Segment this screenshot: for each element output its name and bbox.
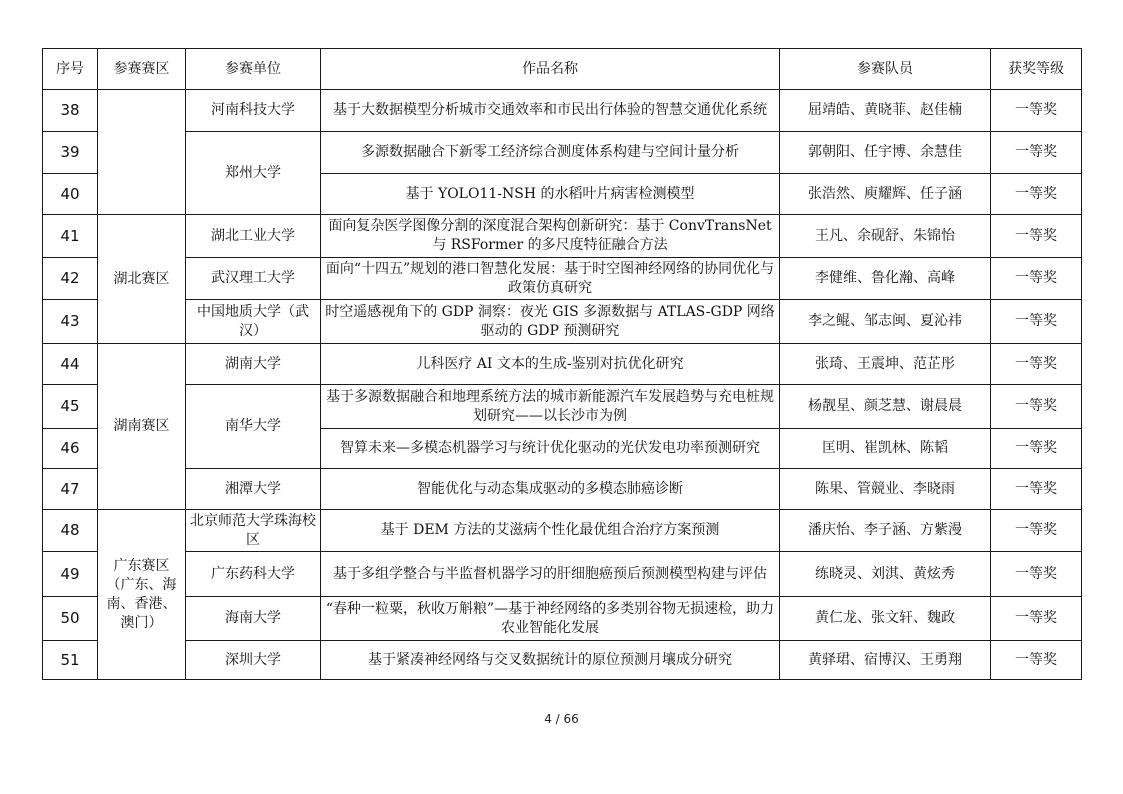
- awards-table: [42, 48, 1082, 680]
- table-row: [43, 215, 1082, 258]
- unit-cell: 湖北工业大学: [186, 215, 321, 258]
- serial-number: 38: [43, 90, 98, 132]
- award-cell: 一等奖: [991, 597, 1082, 641]
- title-cell: 基于多组学整合与半监督机器学习的肝细胞癌预后预测模型构建与评估: [321, 552, 780, 597]
- serial-number: 47: [43, 469, 98, 510]
- award-cell: 一等奖: [991, 469, 1082, 510]
- table-row: [43, 641, 1082, 680]
- unit-cell: 中国地质大学（武汉）: [186, 300, 321, 344]
- title-cell: 儿科医疗 AI 文本的生成-鉴别对抗优化研究: [321, 344, 780, 385]
- members-cell: 黄驿珺、宿博汉、王勇翔: [780, 641, 991, 680]
- award-cell: 一等奖: [991, 552, 1082, 597]
- header-region: 参赛赛区: [98, 49, 186, 90]
- title-cell: 面向复杂医学图像分割的深度混合架构创新研究：基于 ConvTransNet 与 RSFormer 的多尺度特征融合方法: [321, 215, 780, 258]
- title-cell: 智算未来—多模态机器学习与统计优化驱动的光伏发电功率预测研究: [321, 429, 780, 469]
- header-title: 作品名称: [321, 49, 780, 90]
- title-cell: 智能优化与动态集成驱动的多模态肺癌诊断: [321, 469, 780, 510]
- members-cell: 屈靖皓、黄晓菲、赵佳楠: [780, 90, 991, 132]
- serial-number: 48: [43, 510, 98, 552]
- unit-cell: 湘潭大学: [186, 469, 321, 510]
- header-award: 获奖等级: [991, 49, 1082, 90]
- table-row: [43, 385, 1082, 429]
- unit-cell: 郑州大学: [186, 132, 321, 215]
- serial-number: 46: [43, 429, 98, 469]
- region-cell: 湖北赛区: [98, 215, 186, 344]
- award-cell: 一等奖: [991, 215, 1082, 258]
- members-cell: 张琦、王震坤、范芷彤: [780, 344, 991, 385]
- members-cell: 练晓灵、刘淇、黄炫秀: [780, 552, 991, 597]
- title-cell: 基于多源数据融合和地理系统方法的城市新能源汽车发展趋势与充电桩规划研究——以长沙市为例: [321, 385, 780, 429]
- members-cell: 张浩然、庾耀辉、任子涵: [780, 174, 991, 215]
- unit-cell: 广东药科大学: [186, 552, 321, 597]
- members-cell: 黄仁龙、张文轩、魏政: [780, 597, 991, 641]
- members-cell: 潘庆怡、李子涵、方紫漫: [780, 510, 991, 552]
- title-cell: 基于 YOLO11-NSH 的水稻叶片病害检测模型: [321, 174, 780, 215]
- table-row: [43, 344, 1082, 385]
- table-header-row: [43, 49, 1082, 90]
- table-row: [43, 132, 1082, 174]
- table-row: [43, 258, 1082, 300]
- serial-number: 50: [43, 597, 98, 641]
- members-cell: 王凡、余砚舒、朱锦怡: [780, 215, 991, 258]
- title-cell: 基于 DEM 方法的艾滋病个性化最优组合治疗方案预测: [321, 510, 780, 552]
- serial-number: 39: [43, 132, 98, 174]
- serial-number: 42: [43, 258, 98, 300]
- unit-cell: 北京师范大学珠海校区: [186, 510, 321, 552]
- members-cell: 李健维、鲁化瀚、高峰: [780, 258, 991, 300]
- award-cell: 一等奖: [991, 344, 1082, 385]
- title-cell: 多源数据融合下新零工经济综合测度体系构建与空间计量分析: [321, 132, 780, 174]
- header-serial-number: 序号: [43, 49, 98, 90]
- table-row: [43, 597, 1082, 641]
- members-cell: 杨靓星、颜芝慧、谢晨晨: [780, 385, 991, 429]
- unit-cell: 湖南大学: [186, 344, 321, 385]
- region-cell: 广东赛区（广东、海南、香港、澳门）: [98, 510, 186, 680]
- serial-number: 51: [43, 641, 98, 680]
- serial-number: 43: [43, 300, 98, 344]
- title-cell: 面向“十四五”规划的港口智慧化发展：基于时空图神经网络的协同优化与政策仿真研究: [321, 258, 780, 300]
- table-row: [43, 469, 1082, 510]
- award-cell: 一等奖: [991, 90, 1082, 132]
- award-cell: 一等奖: [991, 641, 1082, 680]
- award-cell: 一等奖: [991, 429, 1082, 469]
- members-cell: 李之鲲、邹志闽、夏沁祎: [780, 300, 991, 344]
- table-row: [43, 300, 1082, 344]
- header-members: 参赛队员: [780, 49, 991, 90]
- serial-number: 41: [43, 215, 98, 258]
- header-unit: 参赛单位: [186, 49, 321, 90]
- table-row: [43, 552, 1082, 597]
- region-cell: [98, 90, 186, 215]
- unit-cell: 南华大学: [186, 385, 321, 469]
- award-cell: 一等奖: [991, 174, 1082, 215]
- region-cell: 湖南赛区: [98, 344, 186, 510]
- serial-number: 40: [43, 174, 98, 215]
- unit-cell: 深圳大学: [186, 641, 321, 680]
- unit-cell: 河南科技大学: [186, 90, 321, 132]
- members-cell: 匡明、崔凯林、陈韬: [780, 429, 991, 469]
- serial-number: 45: [43, 385, 98, 429]
- title-cell: 基于紧凑神经网络与交叉数据统计的原位预测月壤成分研究: [321, 641, 780, 680]
- page-indicator: 4 / 66: [544, 712, 579, 726]
- serial-number: 49: [43, 552, 98, 597]
- table-row: [43, 510, 1082, 552]
- members-cell: 郭朝阳、任宇博、余慧佳: [780, 132, 991, 174]
- unit-cell: 武汉理工大学: [186, 258, 321, 300]
- award-cell: 一等奖: [991, 258, 1082, 300]
- title-cell: 基于大数据模型分析城市交通效率和市民出行体验的智慧交通优化系统: [321, 90, 780, 132]
- members-cell: 陈果、管競业、李晓雨: [780, 469, 991, 510]
- title-cell: 时空遥感视角下的 GDP 洞察：夜光 GIS 多源数据与 ATLAS-GDP 网络驱动的 GDP 预测研究: [321, 300, 780, 344]
- serial-number: 44: [43, 344, 98, 385]
- unit-cell: 海南大学: [186, 597, 321, 641]
- title-cell: “春种一粒粟，秋收万斛粮”—基于神经网络的多类别谷物无损速检，助力农业智能化发展: [321, 597, 780, 641]
- award-cell: 一等奖: [991, 510, 1082, 552]
- award-cell: 一等奖: [991, 300, 1082, 344]
- award-cell: 一等奖: [991, 385, 1082, 429]
- table-row: [43, 90, 1082, 132]
- award-cell: 一等奖: [991, 132, 1082, 174]
